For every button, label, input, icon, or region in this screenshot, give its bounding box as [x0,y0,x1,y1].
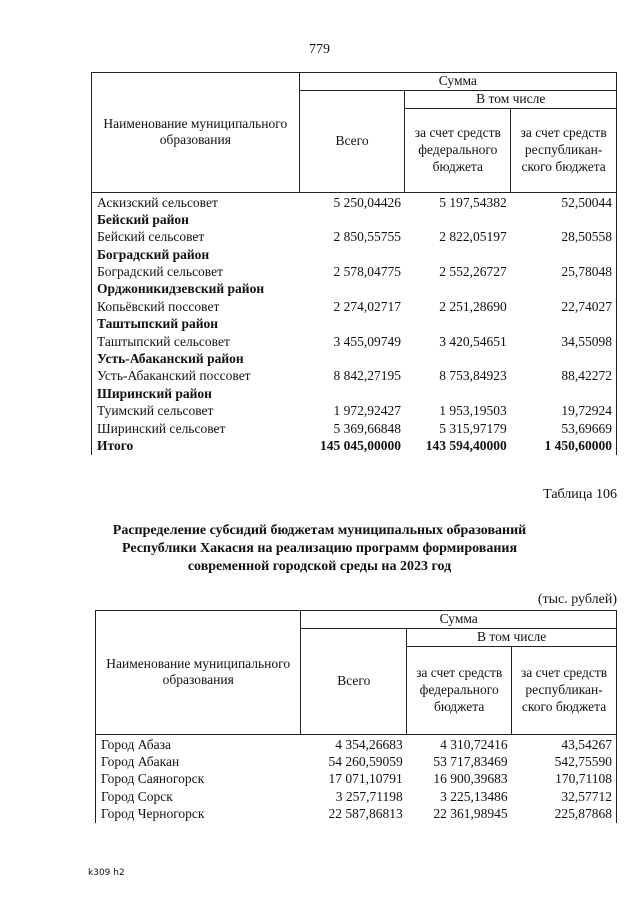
cell-name: Итого [92,438,300,455]
cell-total: 3 257,71198 [335,788,403,804]
cell-name: Таштыпский район [92,316,300,333]
title-line: Республики Хакасия на реализацию программ формирования [121,541,518,557]
cell-republic: 88,42272 [511,368,617,385]
header-republic: за счет средств республикан-ского бюджета [512,646,617,734]
section-row [92,246,617,263]
cell-federal: 3 420,54651 [439,333,507,349]
header-including: В том числе [405,90,617,108]
cell-name: Бейский район [92,212,300,229]
cell-republic [511,246,617,263]
cell-total [299,246,405,263]
header-sum: Сумма [299,73,616,91]
cell-federal: 2 251,28690 [439,298,507,314]
table-body [92,192,617,455]
cell-republic: 32,57712 [512,788,617,805]
cell-name: Ширинский район [92,386,300,403]
cell-total: 2 850,55755 [333,229,401,245]
table-row [96,754,617,771]
table-row [92,229,617,246]
footer-code: k309 h2 [88,868,125,878]
cell-federal: 143 594,40000 [425,437,507,453]
table-row [92,264,617,281]
cell-total: 22 587,86813 [328,806,403,822]
cell-republic [511,281,617,298]
cell-total [299,212,405,229]
cell-name: Город Абаза [96,734,301,753]
cell-name: Усть-Абаканский район [92,351,300,368]
cell-total: 54 260,59059 [328,753,403,769]
cell-name: Туимский сельсовет [92,403,300,420]
cell-total: 145 045,00000 [319,437,401,453]
section-row [92,212,617,229]
table-row [92,420,617,437]
cell-republic: 25,78048 [511,264,617,281]
cell-federal [405,246,511,263]
cell-name: Город Саяногорск [96,771,301,788]
table-row [96,734,617,753]
section-row [92,351,617,368]
section-title [0,522,639,577]
cell-name: Ширинский сельсовет [92,420,300,437]
cell-total: 4 354,26683 [335,736,403,752]
header-total: Всего [301,628,407,734]
table-row [92,299,617,316]
cell-name: Бейский сельсовет [92,229,300,246]
title-line: Распределение субсидий бюджетам муниципальных образований [112,523,527,538]
cell-federal: 1 953,19503 [439,403,507,419]
cell-total: 3 455,09749 [333,333,401,349]
cell-republic: 43,54267 [512,734,617,753]
cell-republic: 225,87868 [512,806,617,823]
cell-name: Город Абакан [96,754,301,771]
cell-federal [405,386,511,403]
cell-name: Орджоникидзевский район [92,281,300,298]
header-republic: за счет средств республикан-ского бюджета [511,108,617,192]
table-row [96,806,617,823]
cell-federal: 5 197,54382 [439,194,507,210]
table-row [92,368,617,385]
table-row [92,403,617,420]
header-sum: Сумма [301,611,617,629]
cell-total: 1 972,92427 [333,403,401,419]
cell-federal: 53 717,83469 [433,753,508,769]
header-federal: за счет средств федерального бюджета [407,646,512,734]
cell-name: Копьёвский поссовет [92,299,300,316]
cell-name: Боградский район [92,246,300,263]
subsidy-table-2 [95,610,617,823]
cell-republic [511,351,617,368]
table-row [92,333,617,350]
cell-federal: 22 361,98945 [433,806,508,822]
cell-federal: 2 552,26727 [439,264,507,280]
cell-name: Аскизский сельсовет [92,192,300,211]
cell-republic: 22,74027 [511,299,617,316]
cell-federal: 3 225,13486 [440,788,508,804]
header-name: Наименование муниципального образования [92,73,300,193]
table-body [96,734,617,823]
cell-republic [511,386,617,403]
cell-republic: 542,75590 [512,754,617,771]
cell-republic: 19,72924 [511,403,617,420]
cell-republic: 53,69669 [511,420,617,437]
units-label: (тыс. рублей) [537,592,617,607]
cell-federal [405,212,511,229]
cell-total [299,316,405,333]
cell-name: Город Черногорск [96,806,301,823]
cell-total: 5 369,66848 [333,420,401,436]
cell-republic: 170,71108 [512,771,617,788]
cell-federal: 16 900,39683 [433,771,508,787]
cell-name: Таштыпский сельсовет [92,333,300,350]
cell-federal: 8 753,84923 [439,368,507,384]
cell-republic [511,212,617,229]
header-federal: за счет средств федерального бюджета [405,108,511,192]
section-row [92,386,617,403]
header-name: Наименование муниципального образования [96,611,301,735]
table-number: Таблица 106 [543,487,617,502]
title-line: современной городской среды на 2023 год [187,559,452,575]
section-row [92,281,617,298]
cell-total: 2 578,04775 [333,264,401,280]
cell-republic: 52,50044 [511,192,617,211]
cell-total: 2 274,02717 [333,298,401,314]
cell-total: 8 842,27195 [333,368,401,384]
header-including: В том числе [407,628,617,646]
cell-name: Усть-Абаканский поссовет [92,368,300,385]
cell-federal: 2 822,05197 [439,229,507,245]
cell-name: Боградский сельсовет [92,264,300,281]
cell-total [299,386,405,403]
cell-total [299,281,405,298]
cell-republic: 34,55098 [511,333,617,350]
cell-federal: 5 315,97179 [439,420,507,436]
table-row [92,438,617,455]
cell-federal [405,316,511,333]
table-row [92,192,617,211]
section-row [92,316,617,333]
cell-federal: 4 310,72416 [440,736,508,752]
table-row [96,788,617,805]
cell-republic: 1 450,60000 [511,438,617,455]
cell-name: Город Сорск [96,788,301,805]
page-number: 779 [309,42,330,57]
subsidy-table-1 [91,72,617,455]
cell-republic: 28,50558 [511,229,617,246]
cell-total [299,351,405,368]
header-total: Всего [299,90,405,192]
cell-federal [405,351,511,368]
cell-total: 5 250,04426 [333,194,401,210]
cell-total: 17 071,10791 [328,771,403,787]
cell-republic [511,316,617,333]
table-row [96,771,617,788]
cell-federal [405,281,511,298]
